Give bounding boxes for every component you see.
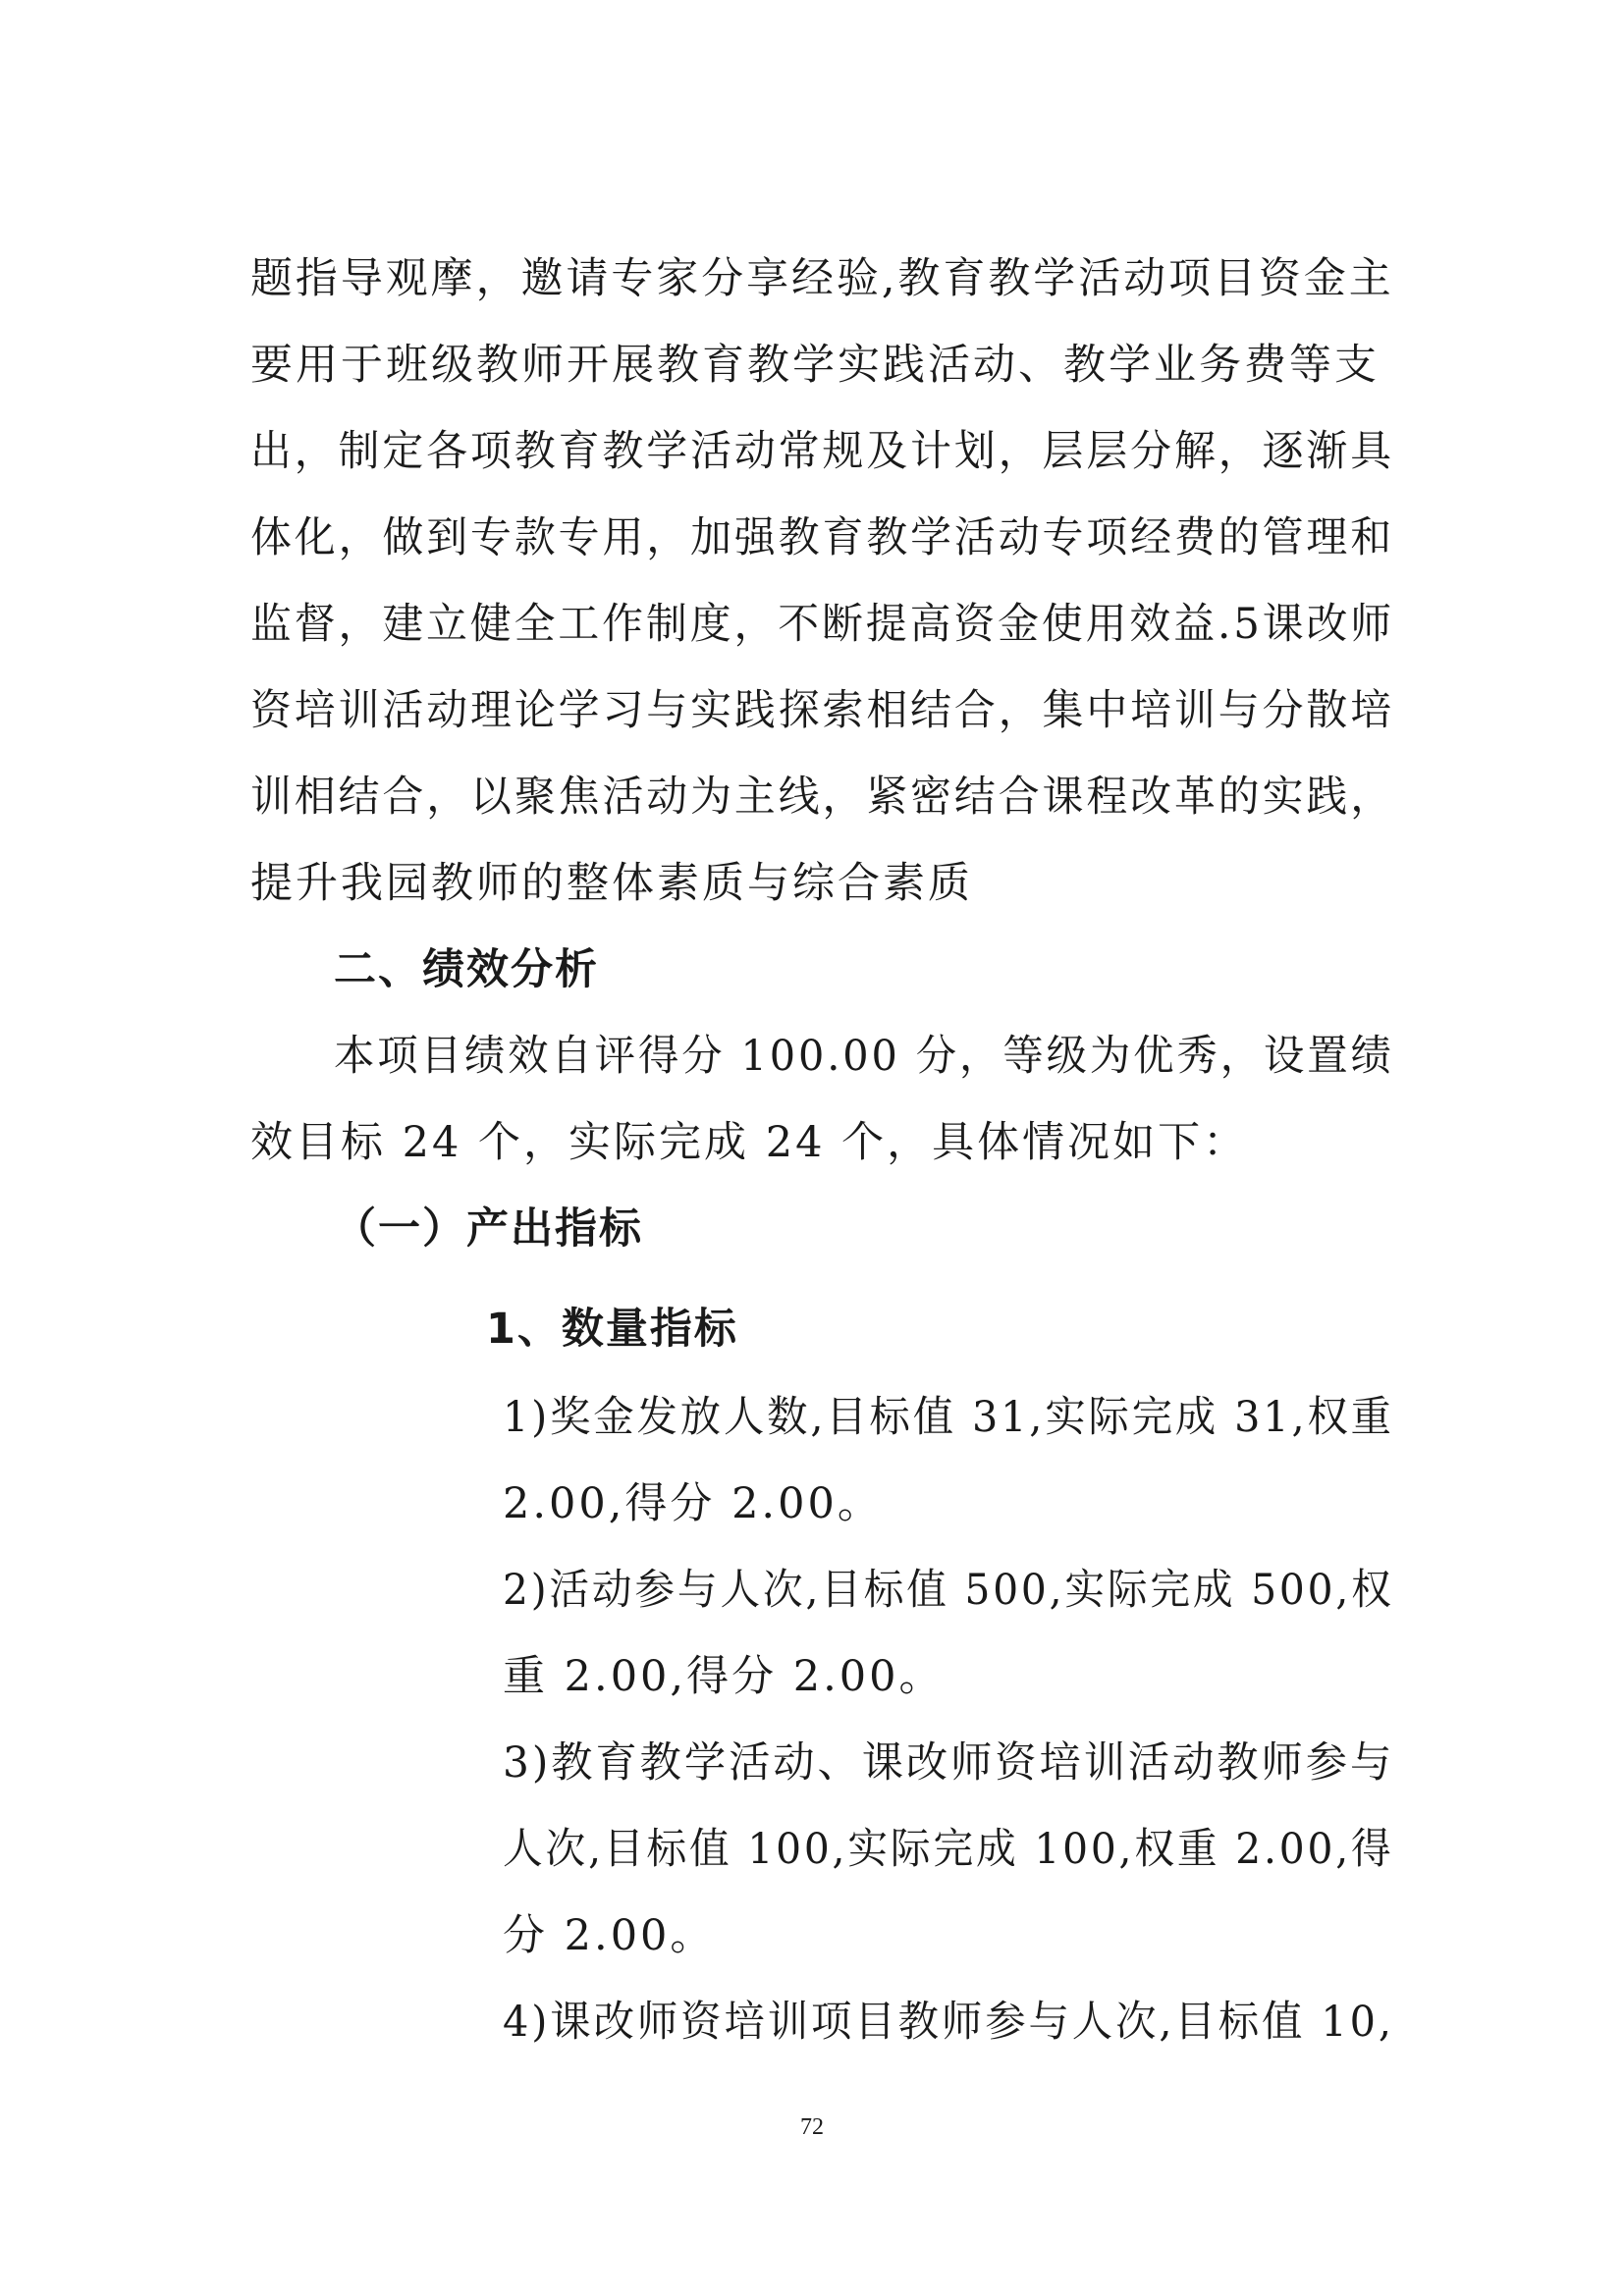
text-line: 监督，建立健全工作制度，不断提高资金使用效益.5课改师 <box>250 600 1395 649</box>
text-line: 本项目绩效自评得分 100.00 分，等级为优秀，设置绩 <box>334 1032 1394 1081</box>
text-line: 训相结合，以聚焦活动为主线，紧密结合课程改革的实践， <box>250 773 1395 822</box>
text-line: 体化，做到专款专用，加强教育教学活动专项经费的管理和 <box>250 513 1395 562</box>
text-line: 2.00,得分 2.00。 <box>503 1479 883 1528</box>
section-heading-performance-analysis: 二、绩效分析 <box>334 945 599 994</box>
text-line: 3)教育教学活动、课改师资培训活动教师参与 <box>503 1738 1395 1788</box>
text-line: 重 2.00,得分 2.00。 <box>503 1652 945 1701</box>
subsection-heading-output-indicators: （一）产出指标 <box>334 1204 643 1254</box>
text-line: 题指导观摩，邀请专家分享经验,教育教学活动项目资金主 <box>250 254 1394 303</box>
text-line: 分 2.00。 <box>503 1911 716 1960</box>
text-line: 出，制定各项教育教学活动常规及计划，层层分解，逐渐具 <box>250 427 1395 476</box>
text-line: 2)活动参与人次,目标值 500,实际完成 500,权 <box>503 1566 1394 1615</box>
quantity-indicators-heading: 1、数量指标 <box>486 1305 738 1354</box>
text-line: 1)奖金发放人数,目标值 31,实际完成 31,权重 <box>503 1393 1394 1442</box>
text-line: 人次,目标值 100,实际完成 100,权重 2.00,得 <box>503 1825 1394 1874</box>
page-number: 72 <box>800 2114 824 2140</box>
text-line: 要用于班级教师开展教育教学实践活动、教学业务费等支 <box>250 341 1380 390</box>
text-line: 资培训活动理论学习与实践探索相结合，集中培训与分散培 <box>250 686 1395 735</box>
text-line: 提升我园教师的整体素质与综合素质 <box>250 859 973 908</box>
text-line: 效目标 24 个，实际完成 24 个，具体情况如下： <box>250 1118 1249 1167</box>
text-line: 4)课改师资培训项目教师参与人次,目标值 10, <box>503 1998 1394 2047</box>
